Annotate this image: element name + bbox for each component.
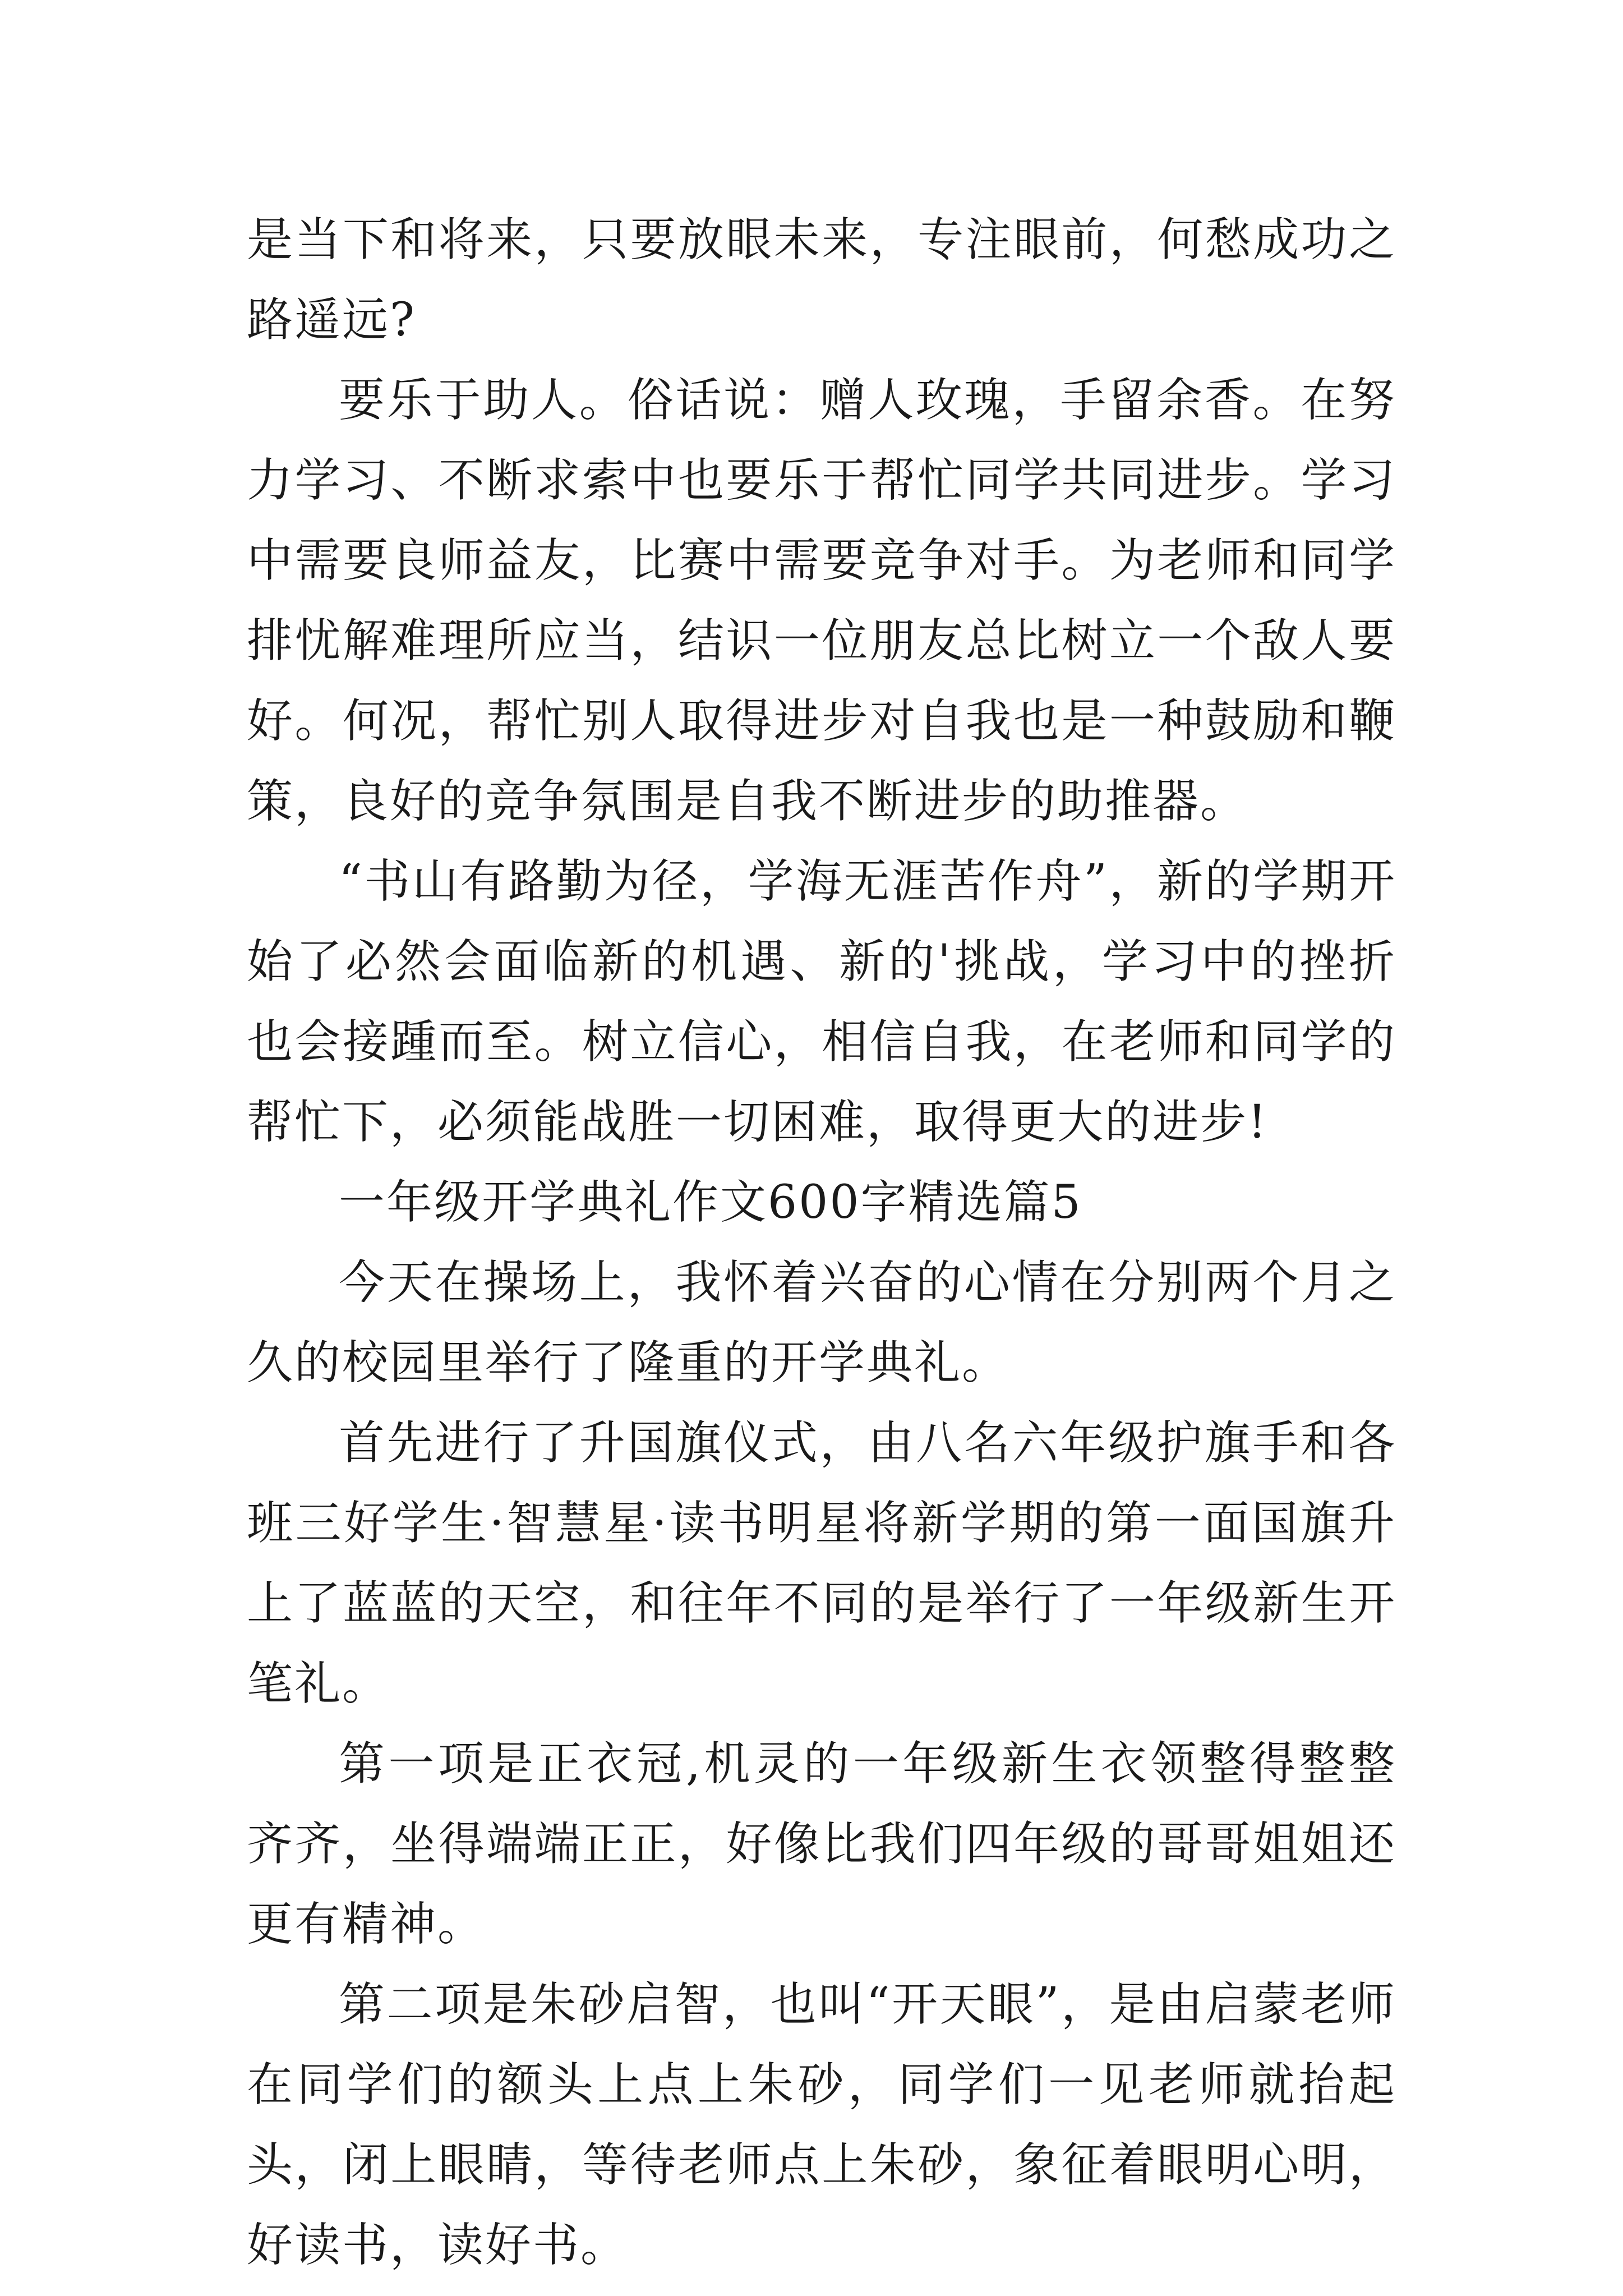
- paragraph-opening-ceremony: 今天在操场上，我怀着兴奋的心情在分别两个月之久的校园里举行了隆重的开学典礼。: [247, 1256, 1396, 1389]
- paragraph-helping-others: 要乐于助人。俗话说：赠人玫瑰，手留余香。在努力学习、不断求索中也要乐于帮忙同学共同进步。学习中需要良师益友，比赛中需要竞争对手。为老师和同学排忧解难理所应当，结识一位朋友总比树立一个敌人要好。何况，帮忙别人取得进步对自我也是一种鼓励和鞭策，良好的竞争氛围是自我不断进步的助推器。: [247, 374, 1396, 828]
- paragraph-continued: 是当下和将来，只要放眼未来，专注眼前，何愁成功之路遥远?: [247, 213, 1396, 347]
- paragraph-cinnabar-ritual: 第二项是朱砂启智，也叫“开天眼”，是由启蒙老师在同学们的额头上点上朱砂，同学们一见老师就抬起头，闭上眼睛，等待老师点上朱砂，象征着眼明心明，好读书，读好书。: [247, 1978, 1396, 2272]
- paragraph-flag-raising: 首先进行了升国旗仪式，由八名六年级护旗手和各班三好学生·智慧星·读书明星将新学期的第一面国旗升上了蓝蓝的天空，和往年不同的是举行了一年级新生开笔礼。: [247, 1416, 1396, 1710]
- paragraph-dress-ritual: 第一项是正衣冠,机灵的一年级新生衣领整得整整齐齐，坐得端端正正，好像比我们四年级的哥哥姐姐还更有精神。: [247, 1737, 1396, 1951]
- document-body: [247, 200, 1396, 2285]
- section-title: 一年级开学典礼作文600字精选篇5: [339, 1176, 1082, 1229]
- paragraph-new-semester: “书山有路勤为径，学海无涯苦作舟”，新的学期开始了必然会面临新的机遇、新的'挑战，学习中的挫折也会接踵而至。树立信心，相信自我，在老师和同学的帮忙下，必须能战胜一切困难，取得更大的进步!: [247, 855, 1396, 1149]
